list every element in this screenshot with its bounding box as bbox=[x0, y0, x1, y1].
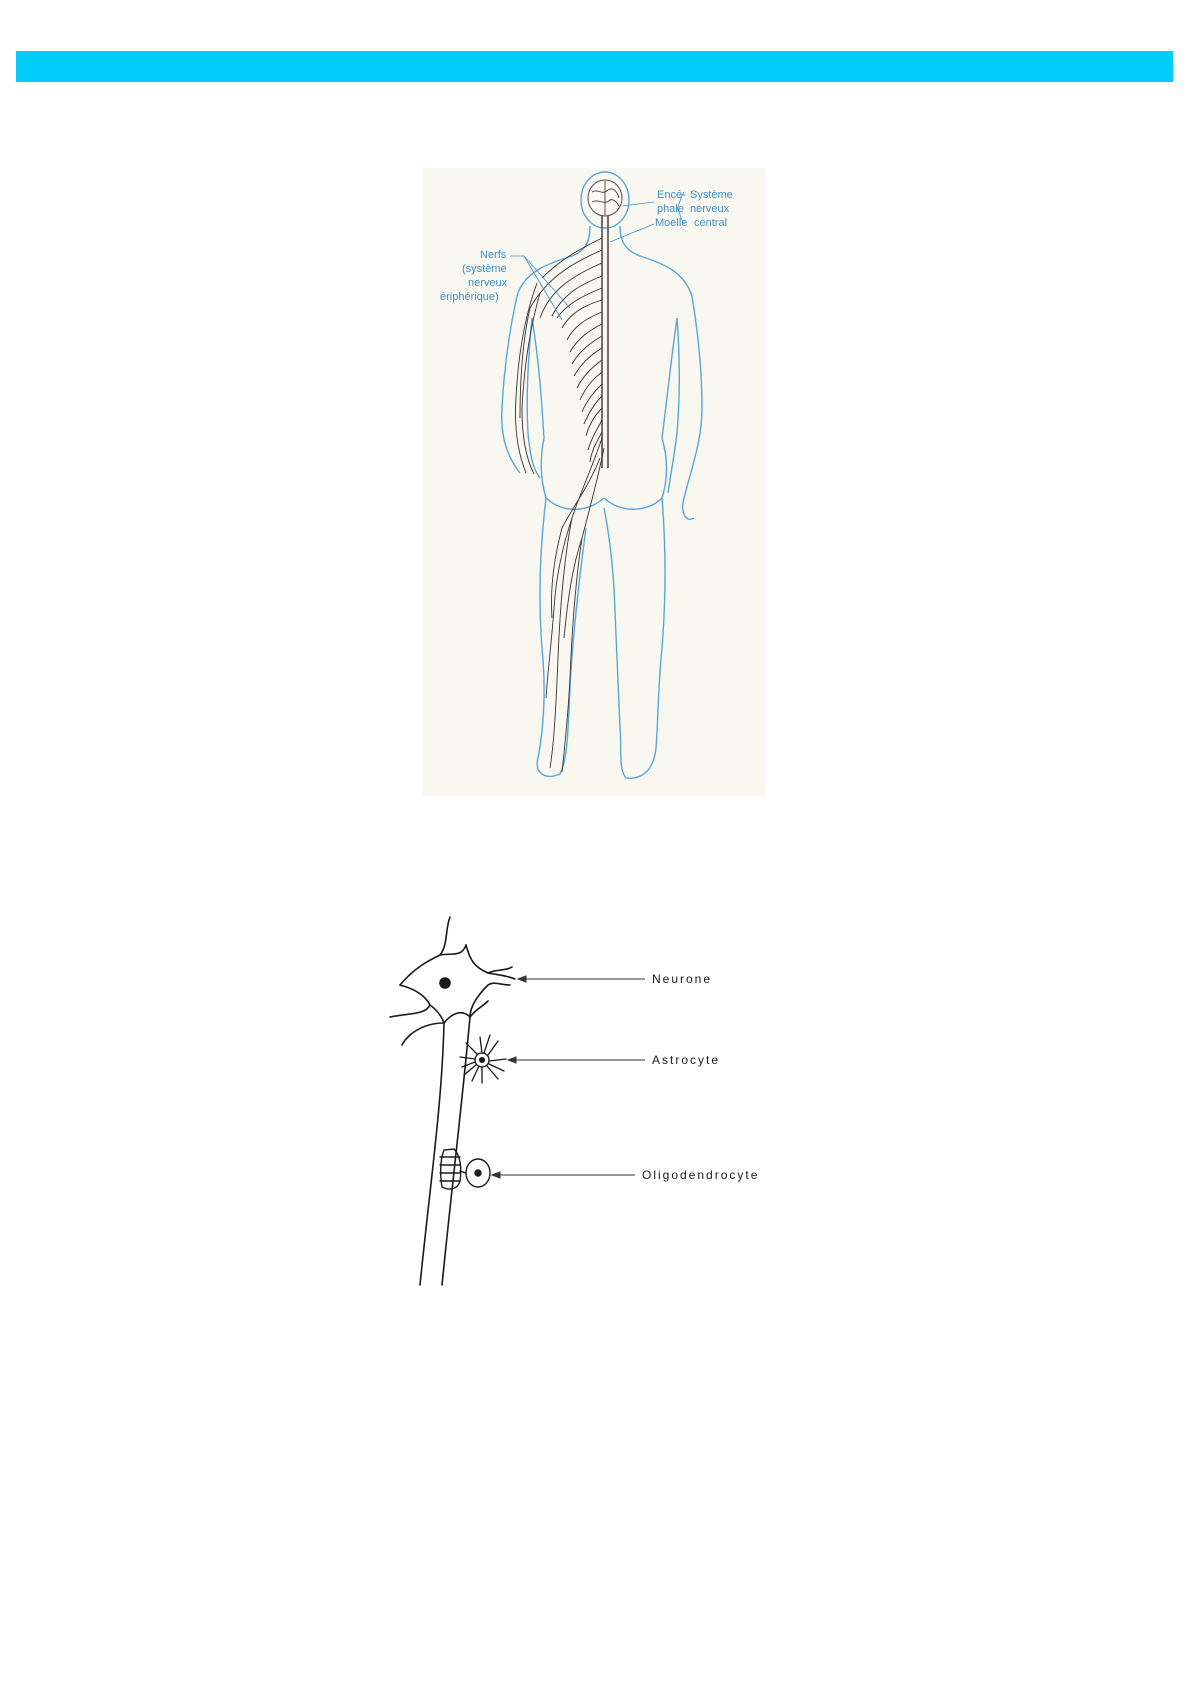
label-arrows bbox=[492, 976, 645, 1178]
header-band bbox=[16, 51, 1173, 82]
label-nerfs-line1: Nerfs bbox=[480, 249, 507, 261]
label-oligodendrocyte: Oligodendrocyte bbox=[642, 1168, 760, 1182]
nervous-system-figure bbox=[422, 168, 766, 796]
label-nerfs-line3: nerveux bbox=[468, 277, 508, 289]
oligodendrocyte-drawing bbox=[440, 1149, 490, 1189]
nerve-cells-figure bbox=[370, 905, 850, 1305]
neurone-drawing bbox=[390, 917, 515, 1285]
label-encephale-line2: phale bbox=[657, 203, 684, 215]
label-moelle: Moelle bbox=[655, 217, 688, 229]
label-neurone: Neurone bbox=[652, 972, 713, 986]
label-snc-line2: nerveux bbox=[690, 203, 730, 215]
label-astrocyte: Astrocyte bbox=[652, 1053, 721, 1067]
label-snc-line1: Système bbox=[690, 189, 733, 201]
label-snc-line3: central bbox=[694, 217, 728, 229]
label-nerfs-line4: ériphérique) bbox=[440, 291, 499, 303]
label-encephale-line1: Encé- bbox=[657, 189, 686, 201]
label-nerfs-line2: (système bbox=[462, 263, 507, 275]
